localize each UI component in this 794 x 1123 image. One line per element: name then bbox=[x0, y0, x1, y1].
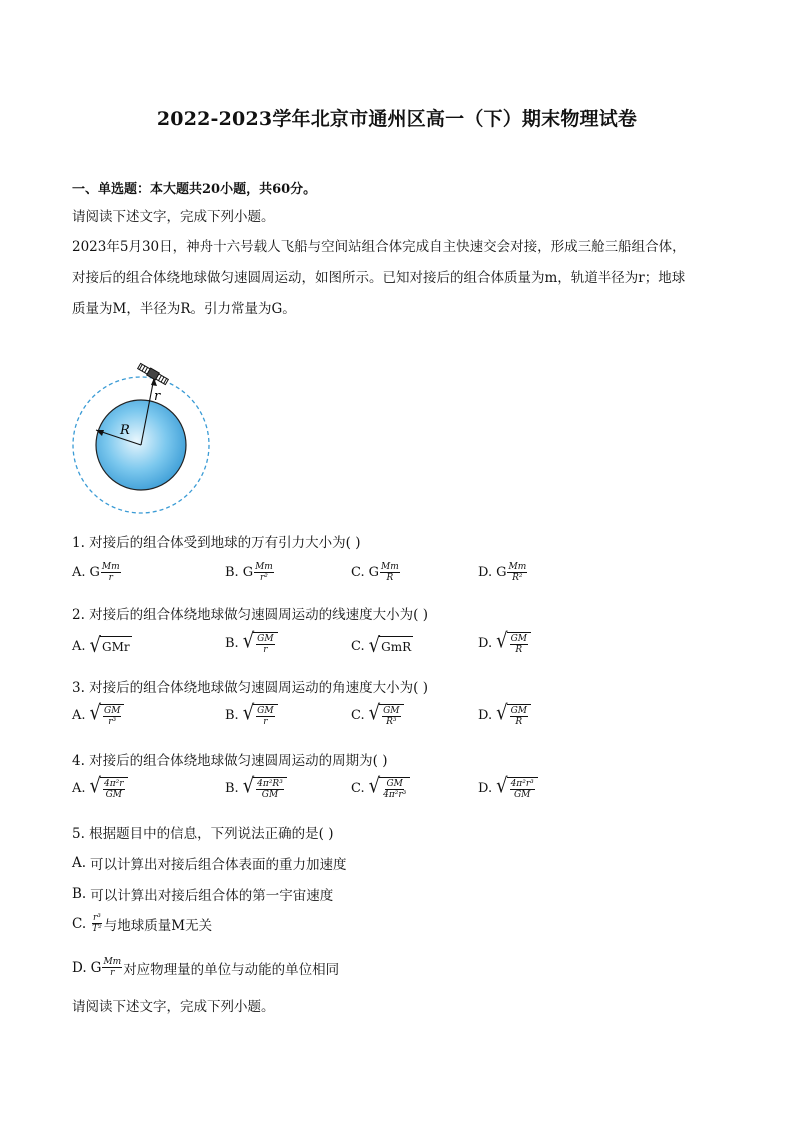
intro-text-2: 请阅读下述文字，完成下列小题。 bbox=[72, 999, 275, 1015]
section-heading: 一、单选题：本大题共20小题，共60分。 bbox=[72, 182, 317, 197]
passage-line-2: 对接后的组合体绕地球做匀速圆周运动，如图所示。已知对接后的组合体质量为m，轨道半径为r；地球 bbox=[72, 270, 686, 286]
q5-option-b[interactable]: B. 可以计算出对接后组合体的第一宇宙速度 bbox=[72, 886, 334, 904]
question-3-stem: 3. 对接后的组合体绕地球做匀速圆周运动的角速度大小为( ) bbox=[72, 680, 428, 696]
q4-option-b[interactable]: B. √ $\frac{\text{4π²R³}}{GM}$ bbox=[225, 777, 287, 800]
page-title: 2022-2023学年北京市通州区高一（下）期末物理试卷 bbox=[156, 108, 638, 130]
q5-option-c[interactable]: C. $\frac{\text{r³}}{\text{T²}}$ 与地球质量M无关 bbox=[72, 913, 213, 934]
question-5-stem: 5. 根据题目中的信息，下列说法正确的是( ) bbox=[72, 826, 334, 842]
question-4-stem: 4. 对接后的组合体绕地球做匀速圆周运动的周期为( ) bbox=[72, 753, 388, 769]
q5-option-d[interactable]: D. G $\frac{Mm}{r}$ 对应物理量的单位与动能的单位相同 bbox=[72, 957, 340, 978]
q1-option-a[interactable]: A. G $\frac{Mm}{r}$ bbox=[72, 562, 120, 583]
q3-option-d[interactable]: D. √ $\frac{GM}{R}$ bbox=[478, 704, 531, 727]
label-r: r bbox=[154, 389, 161, 404]
q2-option-d[interactable]: D. √ $\frac{GM}{R}$ bbox=[478, 632, 531, 655]
q4-option-a[interactable]: A. √ $\frac{\text{4π²r}}{GM}$ bbox=[72, 777, 128, 800]
q2-option-c[interactable]: C. √ GmR bbox=[351, 633, 412, 658]
question-1-stem: 1. 对接后的组合体受到地球的万有引力大小为( ) bbox=[72, 535, 361, 551]
question-2-stem: 2. 对接后的组合体绕地球做匀速圆周运动的线速度大小为( ) bbox=[72, 607, 428, 623]
intro-text: 请阅读下述文字，完成下列小题。 bbox=[72, 209, 275, 225]
q4-option-c[interactable]: C. √ $\frac{GM}{\text{4π²r³}}$ bbox=[351, 777, 410, 800]
passage-line-3: 质量为M，半径为R。引力常量为G。 bbox=[72, 301, 296, 317]
q2-option-b[interactable]: B. √ $\frac{GM}{r}$ bbox=[225, 632, 278, 655]
q2-option-a[interactable]: A. √ GMr bbox=[72, 633, 130, 658]
q1-option-d[interactable]: D. G $\frac{Mm}{\text{R²}}$ bbox=[478, 562, 527, 583]
q1-option-b[interactable]: B. G $\frac{Mm}{\text{r²}}$ bbox=[225, 562, 273, 583]
label-R: R bbox=[120, 423, 130, 438]
orbit-figure bbox=[68, 360, 218, 520]
q4-option-d[interactable]: D. √ $\frac{\text{4π²r³}}{GM}$ bbox=[478, 777, 538, 800]
q5-option-a[interactable]: A. 可以计算出对接后组合体表面的重力加速度 bbox=[72, 855, 347, 873]
q1-option-c[interactable]: C. G $\frac{Mm}{R}$ bbox=[351, 562, 399, 583]
q3-option-c[interactable]: C. √ $\frac{GM}{\text{R³}}$ bbox=[351, 704, 404, 727]
q3-option-a[interactable]: A. √ $\frac{GM}{\text{r³}}$ bbox=[72, 704, 124, 727]
passage-line-1: 2023年5月30日，神舟十六号载人飞船与空间站组合体完成自主快速交会对接，形成三舱三船组合体， bbox=[72, 239, 686, 255]
q3-option-b[interactable]: B. √ $\frac{GM}{r}$ bbox=[225, 704, 278, 727]
